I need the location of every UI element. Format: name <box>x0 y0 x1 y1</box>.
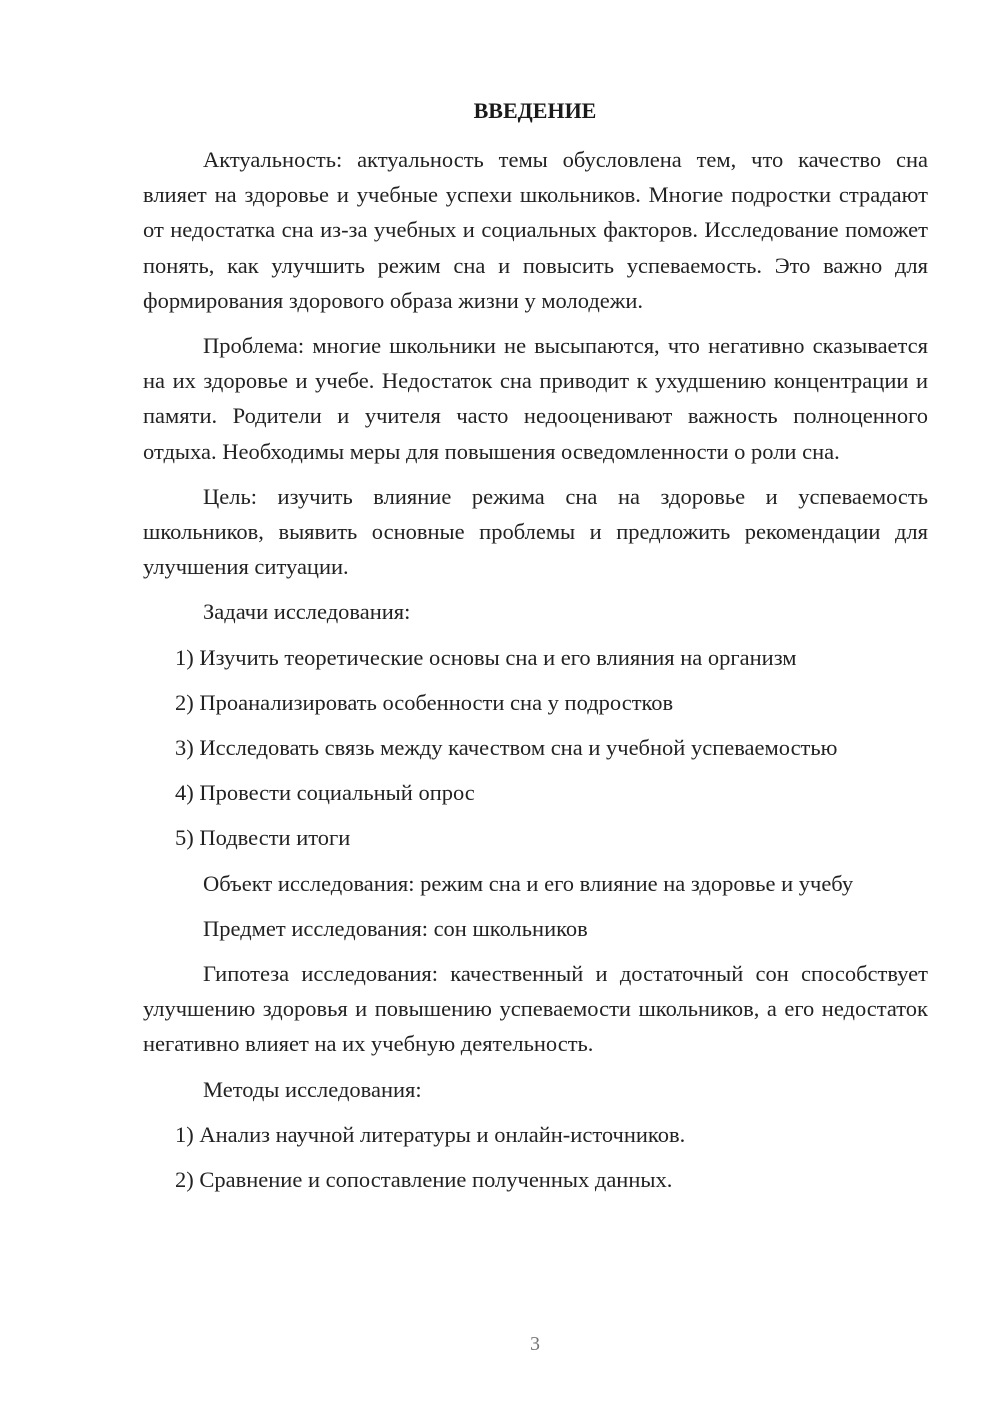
method-item: 1) Анализ научной литературы и онлайн-источников. <box>175 1121 686 1147</box>
relevance-paragraph: Актуальность: актуальность темы обусловлена тем, что качество сна влияет на здоровье и учебные успехи школьников. Многие подростки страдают от недостатка сна из-за учебных и социальных факторов. Исследование поможет понять, как улучшить режим сна и повысить успеваемость. Это важно для формирования здорового образа жизни у молодежи. <box>143 147 928 313</box>
problem-paragraph: Проблема: многие школьники не высыпаются, что негативно сказывается на их здоровье и учебе. Недостаток сна приводит к ухудшению концентрации и памяти. Родители и учителя часто недооценивают важность полноценного отдыха. Необходимы меры для повышения осведомленности о роли сна. <box>143 333 928 464</box>
hypothesis-paragraph: Гипотеза исследования: качественный и достаточный сон способствует улучшению здоровья и повышению успеваемости школьников, а его недостаток негативно влияет на их учебную деятельность. <box>143 961 928 1057</box>
page-number: 3 <box>530 1333 540 1355</box>
method-item: 2) Сравнение и сопоставление полученных данных. <box>175 1167 673 1193</box>
goal-paragraph: Цель: изучить влияние режима сна на здоровье и успеваемость школьников, выявить основные проблемы и предложить рекомендации для улучшения ситуации. <box>143 483 928 580</box>
section-title: ВВЕДЕНИЕ <box>473 98 597 123</box>
document-body <box>143 142 928 1197</box>
object-line: Объект исследования: режим сна и его влияние на здоровье и учебу <box>203 870 854 896</box>
subject-line: Предмет исследования: сон школьников <box>203 915 588 941</box>
tasks-heading: Задачи исследования: <box>203 599 411 625</box>
task-item: 3) Исследовать связь между качеством сна и учебной успеваемостью <box>175 735 838 761</box>
task-item: 1) Изучить теоретические основы сна и его влияния на организм <box>175 644 797 670</box>
task-item: 4) Провести социальный опрос <box>175 780 475 806</box>
methods-heading: Методы исследования: <box>203 1076 422 1102</box>
task-item: 2) Проанализировать особенности сна у подростков <box>175 689 674 715</box>
task-item: 5) Подвести итоги <box>175 825 351 851</box>
